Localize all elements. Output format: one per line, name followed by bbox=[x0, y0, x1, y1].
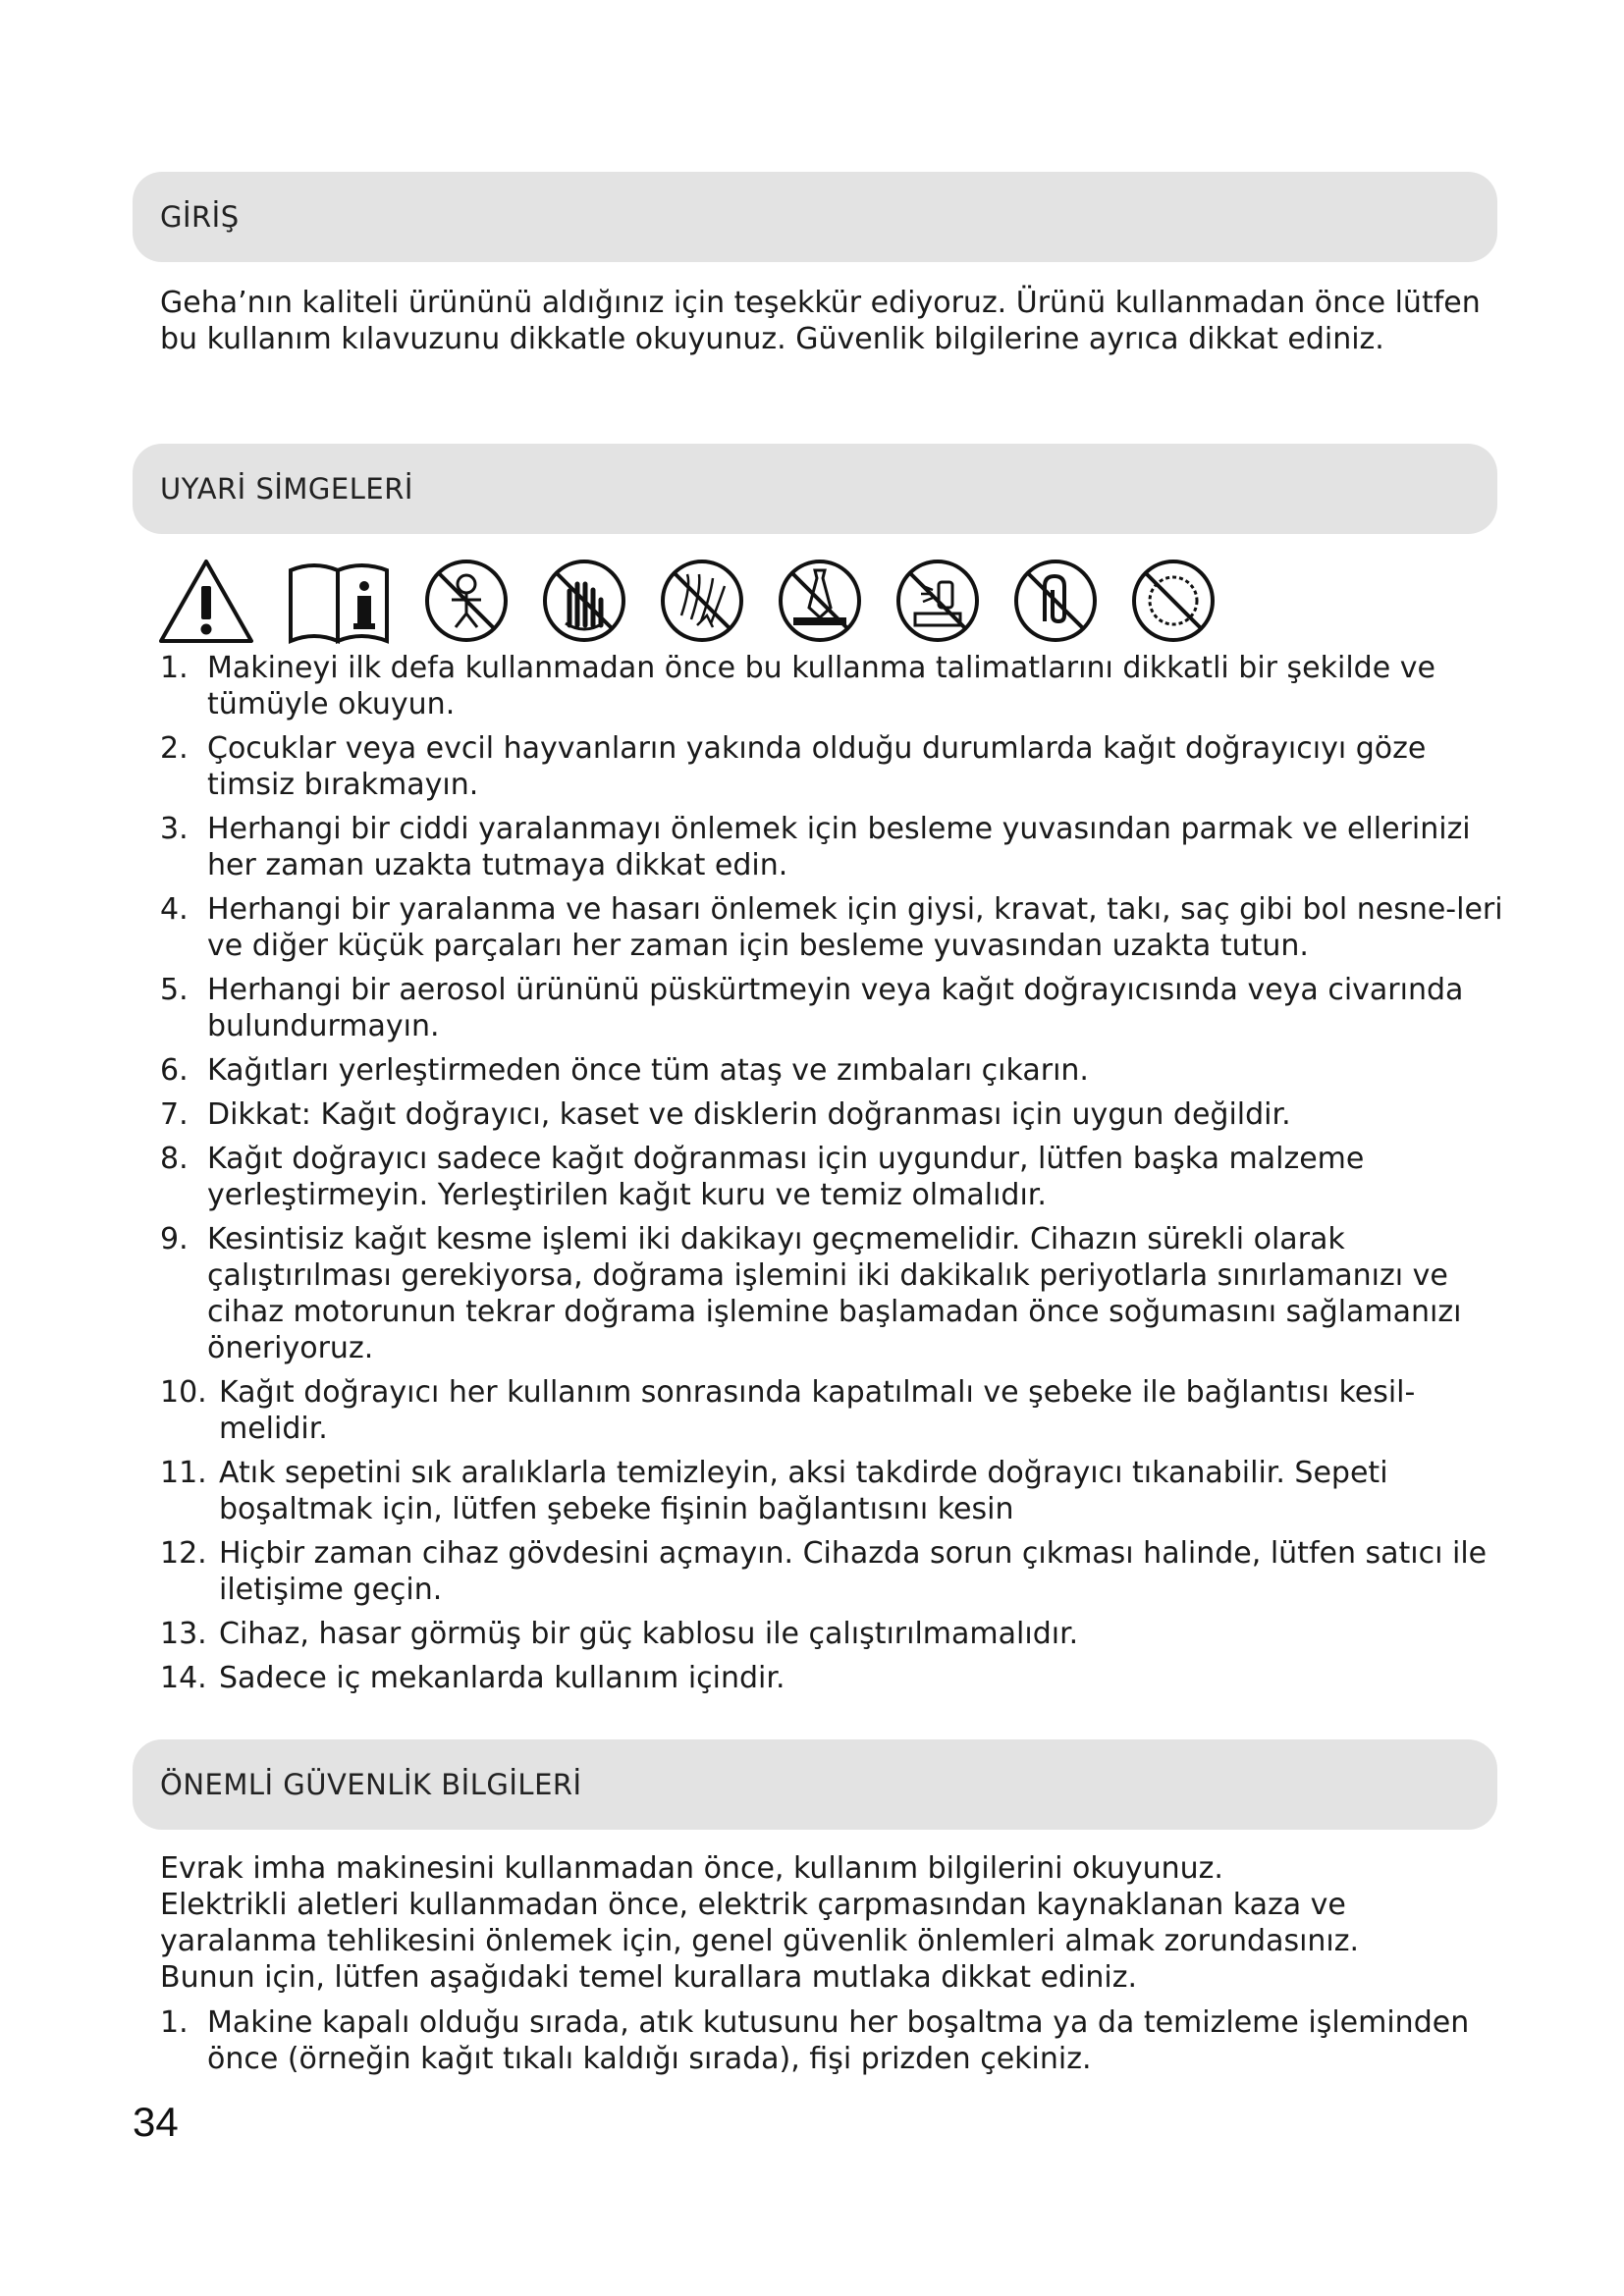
item-text: Makineyi ilk defa kullanmadan önce bu kullanma talimatlarını dikkatli bir şekilde ve tümüyle okuyun. bbox=[207, 651, 1435, 721]
list-item bbox=[160, 1374, 1515, 1447]
list-item bbox=[160, 1096, 1515, 1133]
item-number: 12. bbox=[160, 1536, 207, 1571]
item-number: 11. bbox=[160, 1456, 207, 1490]
safety-paragraph bbox=[160, 1850, 1495, 1996]
item-text: Sadece iç mekanlarda kullanım içindir. bbox=[219, 1661, 785, 1695]
list-item bbox=[160, 1616, 1515, 1652]
no-hair-icon bbox=[658, 557, 746, 645]
list-item bbox=[160, 1660, 1515, 1696]
list-item bbox=[160, 1535, 1515, 1608]
item-number: 14. bbox=[160, 1661, 207, 1695]
item-number: 1. bbox=[160, 651, 189, 685]
list-item bbox=[160, 972, 1515, 1044]
safety-line: Elektrikli aletleri kullanmadan önce, elektrik çarpmasından kaynaklanan kaza ve yaralanma tehlikesini önlemek için, genel güvenlik önlemleri almak zorundasınız. bbox=[160, 1888, 1360, 1958]
no-clips-icon bbox=[1011, 557, 1100, 645]
list-item bbox=[160, 1141, 1515, 1213]
item-text: Herhangi bir ciddi yaralanmayı önlemek için besleme yuvasından parmak ve ellerinizi her zaman uzakta tutmaya dikkat edin. bbox=[207, 812, 1471, 882]
warnings-list bbox=[160, 650, 1515, 1704]
manual-info-icon bbox=[285, 557, 393, 645]
safety-line: Evrak imha makinesini kullanmadan önce, kullanım bilgilerini okuyunuz. bbox=[160, 1851, 1223, 1886]
item-text: Makine kapalı olduğu sırada, atık kutusunu her boşaltma ya da temizleme işleminden önce (örneğin kağıt tıkalı kaldığı sırada), fişi prizden çekiniz. bbox=[207, 2005, 1470, 2076]
item-text: Atık sepetini sık aralıklarla temizleyin, aksi takdirde doğrayıcı tıkanabilir. Sepeti boşaltmak için, lütfen şebeke fişinin bağlantısını kesin bbox=[219, 1456, 1388, 1526]
item-text: Hiçbir zaman cihaz gövdesini açmayın. Cihazda sorun çıkması halinde, lütfen satıcı ile iletişime geçin. bbox=[219, 1536, 1488, 1607]
heading-text: ÖNEMLİ GÜVENLİK BİLGİLERİ bbox=[160, 1768, 582, 1801]
item-number: 1. bbox=[160, 2005, 189, 2040]
section-heading-safety bbox=[133, 1739, 1497, 1830]
item-number: 6. bbox=[160, 1053, 189, 1088]
item-number: 13. bbox=[160, 1617, 207, 1651]
page-number: 34 bbox=[133, 2099, 179, 2145]
item-number: 5. bbox=[160, 973, 189, 1007]
intro-text: Geha’nın kaliteli ürününü aldığınız için teşekkür ediyoruz. Ürünü kullanmadan önce lütfen bu kullanım kılavuzunu dikkatle okuyunuz. Güvenlik bilgilerine ayrıca dikkat ediniz. bbox=[160, 286, 1481, 356]
item-text: Kesintisiz kağıt kesme işlemi iki dakikayı geçmemelidir. Cihazın sürekli olarak çalıştırılması gerekiyorsa, doğrama işlemini iki dakikalık periyotlarla sınırlamanızı ve cihaz motorunun tekrar doğrama işlemine başlamadan önce soğumasını sağlamanızı öneriyoruz. bbox=[207, 1222, 1462, 1365]
item-text: Herhangi bir yaralanma ve hasarı önlemek için giysi, kravat, takı, saç gibi bol nesne-leri ve diğer küçük parçaları her zaman için besleme yuvasından uzakta tutun. bbox=[207, 892, 1503, 963]
heading-text: UYARİ SİMGELERİ bbox=[160, 472, 413, 506]
item-text: Çocuklar veya evcil hayvanların yakında olduğu durumlarda kağıt doğrayıcıyı göze timsiz bırakmayın. bbox=[207, 731, 1427, 802]
heading-text: GİRİŞ bbox=[160, 200, 240, 234]
section-heading-warnings bbox=[133, 444, 1497, 534]
list-item bbox=[160, 2004, 1515, 2077]
no-ties-icon bbox=[776, 557, 864, 645]
list-item bbox=[160, 650, 1515, 722]
item-number: 2. bbox=[160, 731, 189, 766]
intro-paragraph bbox=[160, 285, 1495, 357]
section-heading-intro bbox=[133, 172, 1497, 262]
item-text: Kağıt doğrayıcı sadece kağıt doğranması için uygundur, lütfen başka malzeme yerleştirmeyin. Yerleştirilen kağıt kuru ve temiz olmalıdır. bbox=[207, 1142, 1365, 1212]
list-item bbox=[160, 811, 1515, 883]
item-text: Cihaz, hasar görmüş bir güç kablosu ile çalıştırılmamalıdır. bbox=[219, 1617, 1079, 1651]
list-item bbox=[160, 891, 1515, 964]
safety-line: Bunun için, lütfen aşağıdaki temel kurallara mutlaka dikkat ediniz. bbox=[160, 1960, 1138, 1995]
safety-list bbox=[160, 2004, 1515, 2085]
item-number: 7. bbox=[160, 1097, 189, 1132]
item-text: Kağıtları yerleştirmeden önce tüm ataş ve zımbaları çıkarın. bbox=[207, 1053, 1089, 1088]
warning-icons-row bbox=[157, 552, 1218, 650]
no-aerosol-icon bbox=[893, 557, 982, 645]
item-text: Herhangi bir aerosol ürününü püskürtmeyin veya kağıt doğrayıcısında veya civarında bulundurmayın. bbox=[207, 973, 1464, 1043]
item-number: 8. bbox=[160, 1142, 189, 1176]
no-jewelry-icon bbox=[1129, 557, 1218, 645]
list-item bbox=[160, 1455, 1515, 1527]
list-item bbox=[160, 730, 1515, 803]
warning-triangle-icon bbox=[157, 557, 255, 645]
item-number: 10. bbox=[160, 1375, 207, 1410]
item-number: 9. bbox=[160, 1222, 189, 1256]
no-children-icon bbox=[422, 557, 511, 645]
item-text: Kağıt doğrayıcı her kullanım sonrasında kapatılmalı ve şebeke ile bağlantısı kesil-melidir. bbox=[219, 1375, 1416, 1446]
list-item bbox=[160, 1221, 1515, 1366]
item-text: Dikkat: Kağıt doğrayıcı, kaset ve disklerin doğranması için uygun değildir. bbox=[207, 1097, 1291, 1132]
no-hands-icon bbox=[540, 557, 628, 645]
item-number: 4. bbox=[160, 892, 189, 927]
item-number: 3. bbox=[160, 812, 189, 846]
list-item bbox=[160, 1052, 1515, 1089]
